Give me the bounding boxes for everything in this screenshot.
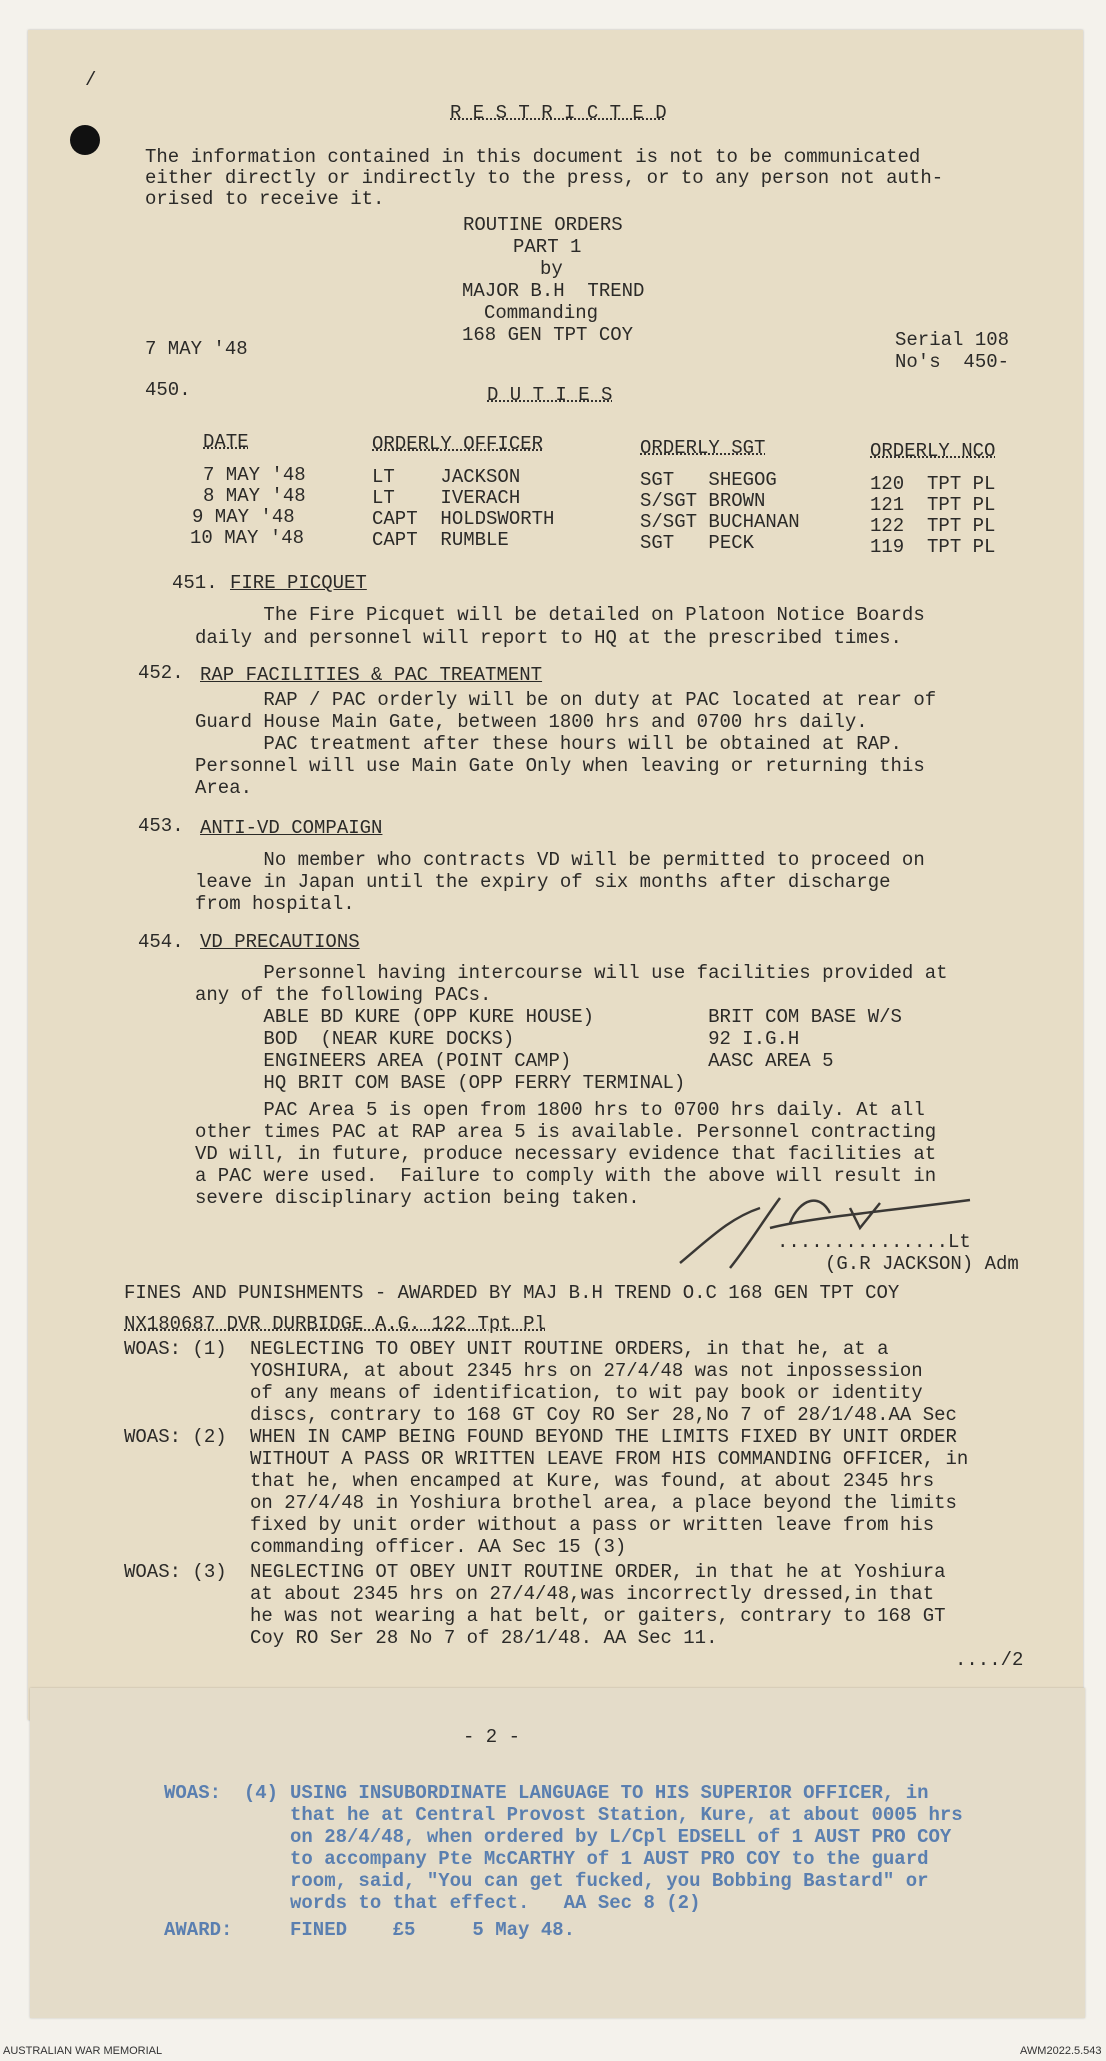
notice-line-3: orised to receive it. [145,188,385,210]
charge-line: NEGLECTING TO OBEY UNIT ROUTINE ORDERS, in that he, at a [250,1338,889,1360]
title-line: PART 1 [513,236,582,258]
charge-line: to accompany Pte McCARTHY of 1 AUST PRO COY to the guard [290,1848,929,1870]
section-line: ENGINEERS AREA (POINT CAMP) AASC AREA 5 [195,1050,834,1072]
section-number: 453. [138,815,184,837]
punch-hole [70,125,100,155]
charge-line: of any means of identification, to wit pay book or identity [250,1382,923,1404]
charge-line: WHEN IN CAMP BEING FOUND BEYOND THE LIMITS FIXED BY UNIT ORDER [250,1426,957,1448]
section-number: 452. [138,662,184,684]
signature-line: ...............Lt [777,1231,971,1253]
col-date: DATE [203,431,249,453]
charge-line: on 27/4/48 in Yoshiura brothel area, a place beyond the limits [250,1492,957,1514]
charge-line: on 28/4/48, when ordered by L/Cpl EDSELL of 1 AUST PRO COY [290,1826,952,1848]
section-line: ABLE BD KURE (OPP KURE HOUSE) BRIT COM BASE W/S [195,1006,902,1028]
section-line: Guard House Main Gate, between 1800 hrs and 0700 hrs daily. [195,711,868,733]
section-line: other times PAC at RAP area 5 is available. Personnel contracting [195,1121,937,1143]
section-line: The Fire Picquet will be detailed on Platoon Notice Boards [195,604,925,626]
title-line: ROUTINE ORDERS [463,214,623,236]
col-officer: ORDERLY OFFICER [372,433,544,455]
charge-label: WOAS: (3) [124,1561,227,1583]
duties-heading: D U T I E S [487,384,613,406]
title-line: 168 GEN TPT COY [462,324,634,346]
restricted-label: R E S T R I C T E D [450,102,667,124]
serial-number: Serial 108 [895,329,1010,351]
order-date: 7 MAY '48 [145,338,248,360]
notice-line-2: either directly or indirectly to the press, or to any person not auth- [145,167,944,189]
charge-line: that he at Central Provost Station, Kure, at about 0005 hrs [290,1804,963,1826]
duty-officer: CAPT HOLDSWORTH [372,508,555,530]
section-line: severe disciplinary action being taken. [195,1187,640,1209]
section-line: Personnel will use Main Gate Only when leaving or returning this [195,755,925,777]
charge-line: at about 2345 hrs on 27/4/48,was incorrectly dressed,in that [250,1583,935,1605]
order-numbers: No's 450- [895,351,1010,373]
col-nco: ORDERLY NCO [870,440,996,462]
duty-sgt: SGT SHEGOG [640,469,777,491]
duty-nco: 119 TPT PL [870,536,996,558]
section-line: Area. [195,777,253,799]
duty-date: 10 MAY '48 [190,527,305,549]
section-title: VD PRECAUTIONS [200,931,360,953]
charge-line: Coy RO Ser 28 No 7 of 28/1/48. AA Sec 11. [250,1627,718,1649]
charge-line: he was not wearing a hat belt, or gaiters, contrary to 168 GT [250,1605,946,1627]
charge-line: USING INSUBORDINATE LANGUAGE TO HIS SUPERIOR OFFICER, in [290,1782,929,1804]
continued-marker: ..../2 [955,1649,1024,1671]
section-line: Personnel having intercourse will use facilities provided at [195,962,948,984]
duty-nco: 122 TPT PL [870,515,996,537]
title-line: Commanding [484,302,599,324]
duty-date: 7 MAY '48 [203,464,306,486]
charge-line: WITHOUT A PASS OR WRITTEN LEAVE FROM HIS COMMANDING OFFICER, in [250,1448,969,1470]
col-sgt: ORDERLY SGT [640,437,766,459]
notice-line-1: The information contained in this document is not to be communicated [145,146,921,168]
section-title: FIRE PICQUET [230,572,367,594]
section-line: leave in Japan until the expiry of six months after discharge [195,871,891,893]
duty-officer: CAPT RUMBLE [372,529,509,551]
section-line: HQ BRIT COM BASE (OPP FERRY TERMINAL) [195,1072,686,1094]
fines-heading: FINES AND PUNISHMENTS - AWARDED BY MAJ B.H TREND O.C 168 GEN TPT COY [124,1282,900,1304]
section-title: ANTI-VD COMPAIGN [200,817,383,839]
duty-sgt: SGT PECK [640,532,755,554]
margin-mark: / [85,69,97,91]
section-line: RAP / PAC orderly will be on duty at PAC located at rear of [195,689,937,711]
signature-name: (G.R JACKSON) Adm [825,1253,1019,1275]
duty-nco: 121 TPT PL [870,494,996,516]
duty-sgt: S/SGT BUCHANAN [640,511,800,533]
footer-accession: AWM2022.5.543 [1020,2045,1102,2057]
charge-line: fixed by unit order without a pass or written leave from his [250,1514,935,1536]
section-line: PAC treatment after these hours will be obtained at RAP. [195,733,902,755]
charge-line: commanding officer. AA Sec 15 (3) [250,1536,627,1558]
section-line: daily and personnel will report to HQ at the prescribed times. [195,627,902,649]
section-number: 450. [145,379,191,401]
charge-label: WOAS: (2) [124,1426,227,1448]
section-line: VD will, in future, produce necessary evidence that facilities at [195,1143,937,1165]
section-line: BOD (NEAR KURE DOCKS) 92 I.G.H [195,1028,800,1050]
fines-subject: NX180687 DVR DURBIDGE A.G. 122 Tpt Pl [124,1313,546,1335]
title-line: MAJOR B.H TREND [462,280,645,302]
title-line: by [540,258,563,280]
section-line: No member who contracts VD will be permitted to proceed on [195,849,925,871]
charge-line: words to that effect. AA Sec 8 (2) [290,1892,701,1914]
award-label: AWARD: [164,1919,233,1941]
duty-officer: LT JACKSON [372,466,521,488]
duty-date: 8 MAY '48 [203,485,306,507]
charge-label: WOAS: (1) [124,1338,227,1360]
section-line: from hospital. [195,893,355,915]
duty-sgt: S/SGT BROWN [640,490,766,512]
charge-label: WOAS: (4) [164,1782,279,1804]
charge-line: that he, when encamped at Kure, was found, at about 2345 hrs [250,1470,935,1492]
charge-line: YOSHIURA, at about 2345 hrs on 27/4/48 was not inpossession [250,1360,923,1382]
section-line: a PAC were used. Failure to comply with the above will result in [195,1165,937,1187]
award-text: FINED £5 5 May 48. [290,1919,576,1941]
charge-line: discs, contrary to 168 GT Coy RO Ser 28,No 7 of 28/1/48.AA Sec [250,1404,957,1426]
duty-nco: 120 TPT PL [870,473,996,495]
section-line: any of the following PACs. [195,984,492,1006]
charge-line: NEGLECTING OT OBEY UNIT ROUTINE ORDER, in that he at Yoshiura [250,1561,946,1583]
duty-officer: LT IVERACH [372,487,521,509]
charge-line: room, said, "You can get fucked, you Bobbing Bastard" or [290,1870,929,1892]
section-title: RAP FACILITIES & PAC TREATMENT [200,664,543,686]
footer-source: AUSTRALIAN WAR MEMORIAL [3,2045,163,2057]
duty-date: 9 MAY '48 [192,506,295,528]
section-line: PAC Area 5 is open from 1800 hrs to 0700 hrs daily. At all [195,1099,925,1121]
section-number: 454. [138,931,184,953]
page-number: - 2 - [463,1726,521,1748]
section-number: 451. [172,572,218,594]
